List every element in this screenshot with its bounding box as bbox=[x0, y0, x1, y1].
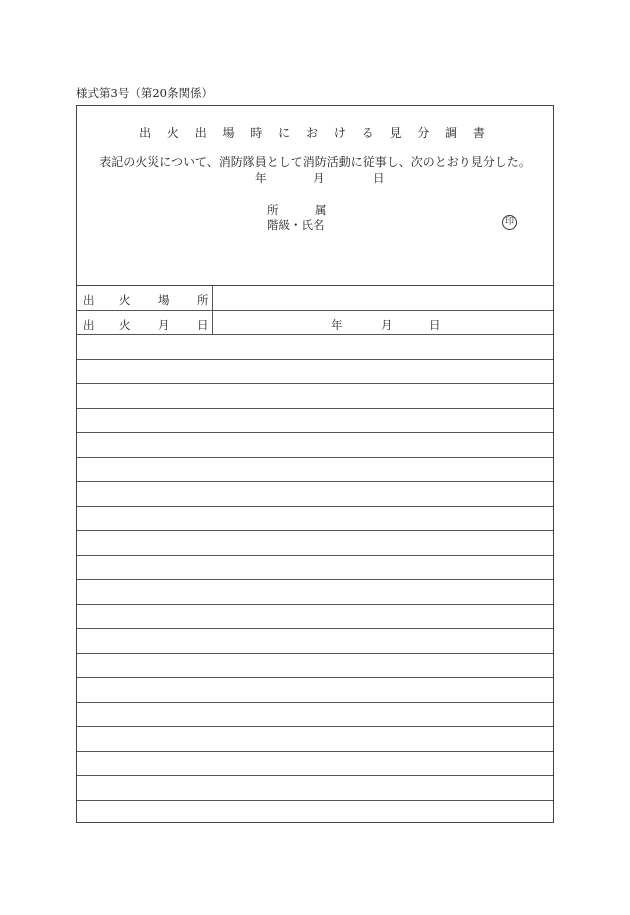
fire-date-char: 月 bbox=[158, 317, 170, 332]
form-number-caption: 様式第3号（第20条関係） bbox=[76, 86, 213, 100]
fire-date-char: 火 bbox=[119, 317, 131, 332]
blank-record-line[interactable] bbox=[77, 580, 553, 605]
blank-record-line[interactable] bbox=[77, 458, 553, 483]
blank-record-line[interactable] bbox=[77, 531, 553, 556]
statement-text: 表記の火災について、消防隊員として消防活動に従事し、次のとおり見分した。 bbox=[99, 155, 531, 169]
fire-date-row bbox=[77, 311, 553, 336]
header-date-year: 年 bbox=[255, 171, 267, 185]
blank-record-line[interactable] bbox=[77, 801, 553, 826]
fire-date-value[interactable] bbox=[213, 311, 553, 335]
blank-record-line[interactable] bbox=[77, 433, 553, 458]
blank-record-line[interactable] bbox=[77, 776, 553, 801]
fire-date-day: 日 bbox=[429, 317, 441, 332]
fire-location-label bbox=[77, 286, 213, 310]
document-title: 出 火 出 場 時 に お け る 見 分 調 書 bbox=[139, 126, 491, 140]
fire-date-year: 年 bbox=[331, 317, 343, 332]
affiliation-label-second: 属 bbox=[315, 203, 327, 217]
fire-date-char: 出 bbox=[83, 317, 95, 332]
record-rows bbox=[77, 286, 553, 825]
fire-date-month: 月 bbox=[381, 317, 393, 332]
blank-record-line[interactable] bbox=[77, 629, 553, 654]
form-header bbox=[77, 106, 553, 286]
blank-record-line[interactable] bbox=[77, 384, 553, 409]
blank-record-line[interactable] bbox=[77, 335, 553, 360]
seal-mark: 印 bbox=[502, 215, 517, 230]
blank-record-line[interactable] bbox=[77, 409, 553, 434]
blank-record-line[interactable] bbox=[77, 727, 553, 752]
fire-date-char: 日 bbox=[197, 317, 209, 332]
rank-name-label: 階級・氏名 bbox=[267, 218, 325, 232]
affiliation-label-first: 所 bbox=[267, 203, 279, 217]
fire-location-char: 火 bbox=[119, 293, 131, 307]
blank-record-line[interactable] bbox=[77, 360, 553, 385]
fire-location-char: 所 bbox=[197, 293, 209, 307]
fire-date-label bbox=[77, 311, 213, 335]
fire-location-char: 出 bbox=[83, 293, 95, 307]
blank-record-line[interactable] bbox=[77, 507, 553, 532]
blank-record-line[interactable] bbox=[77, 482, 553, 507]
fire-location-value[interactable] bbox=[213, 286, 553, 310]
fire-location-row bbox=[77, 286, 553, 311]
blank-record-line[interactable] bbox=[77, 654, 553, 679]
inspection-record-form bbox=[76, 105, 554, 823]
blank-record-line[interactable] bbox=[77, 605, 553, 630]
fire-location-char: 場 bbox=[158, 293, 170, 307]
blank-record-line[interactable] bbox=[77, 678, 553, 703]
header-date-day: 日 bbox=[373, 171, 385, 185]
header-date-month: 月 bbox=[313, 171, 325, 185]
blank-record-line[interactable] bbox=[77, 703, 553, 728]
blank-record-line[interactable] bbox=[77, 556, 553, 581]
blank-record-line[interactable] bbox=[77, 752, 553, 777]
